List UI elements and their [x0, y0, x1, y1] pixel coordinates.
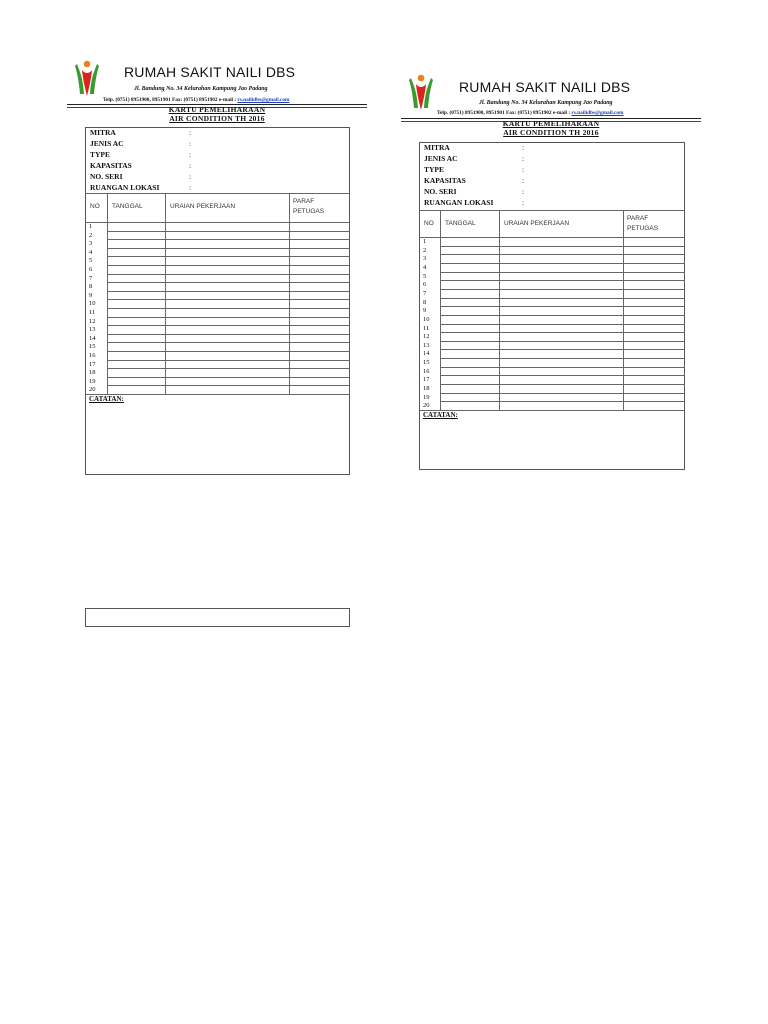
- field-colon: :: [189, 139, 192, 148]
- table-row-line: [107, 308, 350, 309]
- hospital-logo-icon: [74, 58, 100, 103]
- row-number: 10: [423, 315, 430, 323]
- header-uraian: URAIAN PEKERJAAN: [170, 203, 236, 210]
- table-row-line: [107, 274, 350, 275]
- field-colon: :: [522, 165, 525, 174]
- row-number: 5: [423, 272, 427, 280]
- row-number: 14: [423, 350, 430, 358]
- field-label-2: TYPE: [90, 150, 111, 159]
- row-number: 8: [89, 283, 93, 291]
- row-number: 16: [423, 367, 430, 375]
- table-row-line: [107, 317, 350, 318]
- header-uraian: URAIAN PEKERJAAN: [504, 220, 570, 227]
- header-paraf: PARAF: [627, 215, 649, 222]
- table-row-line: [107, 265, 350, 266]
- header-petugas: PETUGAS: [627, 225, 659, 232]
- table-row-line: [440, 367, 685, 368]
- card-title: KARTU PEMELIHARAAN: [502, 119, 600, 128]
- field-colon: :: [522, 187, 525, 196]
- header-paraf: PARAF: [293, 198, 315, 205]
- field-label-4: NO. SERI: [90, 172, 123, 181]
- row-number: 4: [423, 263, 427, 271]
- table-row-line: [440, 315, 685, 316]
- row-number: 15: [423, 359, 430, 367]
- field-label-1: JENIS AC: [90, 139, 124, 148]
- table-row-line: [107, 360, 350, 361]
- table-row-line: [440, 332, 685, 333]
- header-tanggal: TANGGAL: [445, 220, 476, 227]
- hospital-logo-icon: [408, 72, 434, 117]
- table-row-line: [107, 351, 350, 352]
- hospital-address: Jl. Bandung No. 34 Kelurahan Kampung Jao Padang: [479, 100, 613, 106]
- row-number: 4: [89, 248, 93, 256]
- table-header-line: [85, 222, 350, 223]
- table-row-line: [440, 289, 685, 290]
- row-number: 7: [89, 274, 93, 282]
- field-label-0: MITRA: [90, 128, 116, 137]
- field-colon: :: [189, 128, 192, 137]
- table-row-line: [107, 231, 350, 232]
- row-number: 2: [89, 231, 93, 239]
- table-row-line: [440, 272, 685, 273]
- row-number: 11: [89, 309, 96, 316]
- table-row-line: [107, 291, 350, 292]
- table-column-divider: [440, 210, 441, 410]
- card-frame: [85, 127, 350, 475]
- table-bottom-line: [85, 394, 350, 395]
- contact-line: [437, 110, 623, 116]
- contact-line: [103, 97, 289, 103]
- field-colon: :: [189, 183, 192, 192]
- field-colon: :: [522, 176, 525, 185]
- table-row-line: [107, 385, 350, 386]
- row-number: 20: [89, 386, 96, 394]
- row-number: 9: [423, 307, 427, 315]
- field-colon: :: [189, 150, 192, 159]
- row-number: 13: [89, 326, 96, 334]
- table-column-divider: [499, 210, 500, 410]
- field-label-3: KAPASITAS: [424, 176, 466, 185]
- field-colon: :: [522, 154, 525, 163]
- table-column-divider: [107, 193, 108, 394]
- row-number: 1: [423, 238, 427, 245]
- field-label-2: TYPE: [424, 165, 445, 174]
- row-number: 2: [423, 246, 427, 254]
- table-row-line: [107, 368, 350, 369]
- table-row-line: [440, 324, 685, 325]
- table-top-line: [419, 210, 685, 211]
- row-number: 9: [89, 291, 93, 299]
- table-row-line: [440, 263, 685, 264]
- row-number: 19: [89, 377, 96, 385]
- row-number: 11: [423, 324, 430, 332]
- row-number: 6: [423, 281, 427, 289]
- table-row-line: [440, 375, 685, 376]
- table-row-line: [107, 377, 350, 378]
- table-row-line: [440, 298, 685, 299]
- email-link[interactable]: rs.nailidbs@gmail.com: [571, 110, 624, 116]
- field-label-1: JENIS AC: [424, 154, 458, 163]
- row-number: 7: [423, 289, 427, 297]
- table-row-line: [107, 256, 350, 257]
- row-number: 8: [423, 298, 427, 306]
- table-column-divider: [623, 210, 624, 410]
- row-number: 18: [423, 385, 430, 393]
- field-label-5: RUANGAN LOKASI: [424, 198, 494, 207]
- table-row-line: [107, 325, 350, 326]
- email-link[interactable]: rs.nailidbs@gmail.com: [237, 97, 290, 103]
- card-subtitle: AIR CONDITION TH 2016: [169, 114, 265, 123]
- table-row-line: [440, 401, 685, 402]
- table-row-line: [440, 384, 685, 385]
- row-number: 17: [423, 376, 430, 384]
- table-row-line: [440, 246, 685, 247]
- table-column-divider: [289, 193, 290, 394]
- card-title: KARTU PEMELIHARAAN: [168, 105, 266, 114]
- field-colon: :: [522, 143, 525, 152]
- row-number: 18: [89, 369, 96, 377]
- table-row-line: [440, 393, 685, 394]
- header-petugas: PETUGAS: [293, 208, 325, 215]
- row-number: 1: [89, 223, 93, 230]
- table-top-line: [85, 193, 350, 194]
- row-number: 3: [89, 240, 93, 248]
- table-row-line: [440, 358, 685, 359]
- row-number: 20: [423, 402, 430, 410]
- row-number: 10: [89, 300, 96, 308]
- table-row-line: [107, 239, 350, 240]
- hospital-address: Jl. Bandung No. 34 Kelurahan Kampung Jao Padang: [134, 86, 268, 92]
- table-row-line: [440, 254, 685, 255]
- card-subtitle: AIR CONDITION TH 2016: [503, 128, 599, 137]
- row-number: 15: [89, 343, 96, 351]
- table-row-line: [107, 248, 350, 249]
- contact-phones: Telp. (0751) 8951900, 8951901 Fax: (0751) 8951902 e-mail :: [103, 97, 238, 103]
- field-colon: :: [189, 161, 192, 170]
- table-column-divider: [165, 193, 166, 394]
- field-label-3: KAPASITAS: [90, 161, 132, 170]
- table-row-line: [107, 299, 350, 300]
- table-row-line: [440, 306, 685, 307]
- table-row-line: [440, 349, 685, 350]
- contact-phones: Telp. (0751) 8951900, 8951901 Fax: (0751) 8951902 e-mail :: [437, 110, 572, 116]
- row-number: 13: [423, 341, 430, 349]
- field-colon: :: [522, 198, 525, 207]
- blank-box: [85, 608, 350, 627]
- field-colon: :: [189, 172, 192, 181]
- hospital-name: RUMAH SAKIT NAILI DBS: [124, 64, 296, 80]
- header-no: NO: [90, 203, 100, 210]
- field-label-5: RUANGAN LOKASI: [90, 183, 160, 192]
- table-row-line: [107, 282, 350, 283]
- row-number: 17: [89, 360, 96, 368]
- table-header-line: [419, 237, 685, 238]
- table-bottom-line: [419, 410, 685, 411]
- header-tanggal: TANGGAL: [112, 203, 143, 210]
- row-number: 16: [89, 352, 96, 359]
- catatan-label: CATATAN:: [89, 395, 124, 403]
- catatan-label: CATATAN:: [423, 411, 458, 419]
- row-number: 12: [423, 333, 430, 341]
- row-number: 12: [89, 317, 96, 325]
- row-number: 6: [89, 266, 93, 273]
- table-row-line: [440, 341, 685, 342]
- hospital-name: RUMAH SAKIT NAILI DBS: [459, 79, 631, 95]
- field-label-4: NO. SERI: [424, 187, 457, 196]
- row-number: 5: [89, 257, 93, 265]
- row-number: 19: [423, 393, 430, 401]
- row-number: 3: [423, 255, 427, 263]
- table-row-line: [440, 280, 685, 281]
- header-no: NO: [424, 220, 434, 227]
- row-number: 14: [89, 334, 96, 342]
- field-label-0: MITRA: [424, 143, 450, 152]
- table-row-line: [107, 342, 350, 343]
- table-row-line: [107, 334, 350, 335]
